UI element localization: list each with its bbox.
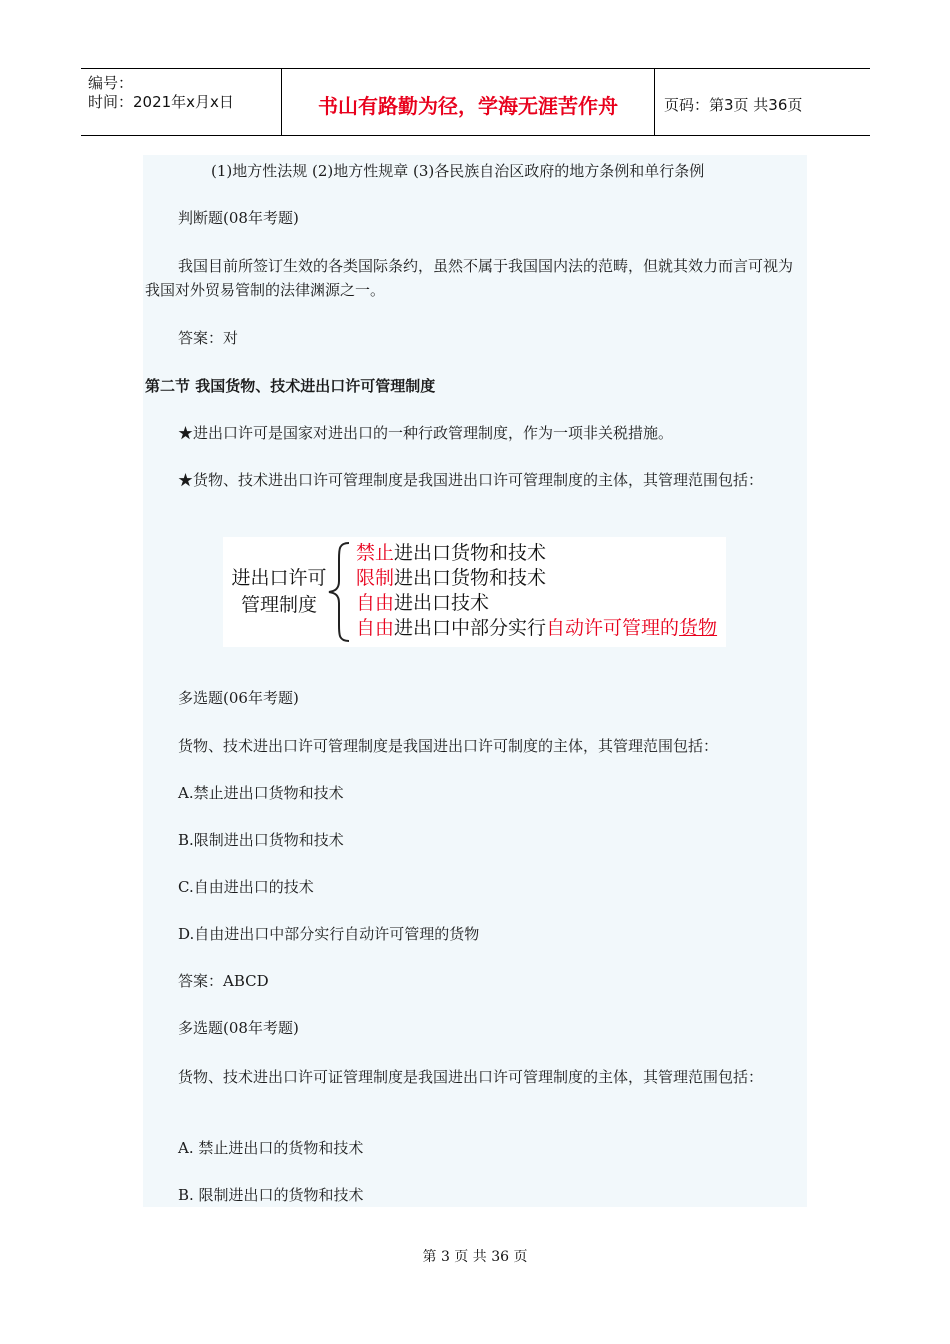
q2-option-d: D.自由进出口中部分实行自动许可管理的货物 [178, 925, 480, 943]
diagram-item4-keyword3: 货物 [679, 617, 718, 639]
q3-option-a: A. 禁止进出口的货物和技术 [178, 1139, 364, 1157]
diagram-item4-keyword: 自由 [356, 617, 395, 639]
diagram-item-free-tech [356, 591, 489, 615]
header-time-label: 时间：2021年x月x日 [88, 93, 234, 111]
header-motto: 书山有路勤为径，学海无涯苦作舟 [318, 94, 618, 118]
q2-option-c: C.自由进出口的技术 [178, 878, 314, 896]
q2-option-b: B.限制进出口货物和技术 [178, 831, 344, 849]
diagram-item2-text: 进出口货物和技术 [394, 567, 547, 589]
header-top-border [81, 68, 870, 69]
diagram-item4-text: 进出口中部分实行 [394, 617, 547, 639]
star-point-2: ★货物、技术进出口许可管理制度是我国进出口许可管理制度的主体，其管理范围包括： [178, 471, 764, 489]
q2-text: 货物、技术进出口许可管理制度是我国进出口许可制度的主体，其管理范围包括： [178, 737, 719, 755]
q1-answer: 答案：对 [178, 329, 239, 347]
sources-line: (1)地方性法规 (2)地方性规章 (3)各民族自治区政府的地方条例和单行条例 [211, 162, 705, 180]
q3-option-b: B. 限制进出口的货物和技术 [178, 1186, 364, 1204]
header-divider-2 [654, 68, 655, 136]
q2-answer: 答案：ABCD [178, 972, 269, 990]
diagram-item2-keyword: 限制 [356, 567, 395, 589]
diagram-item3-keyword: 自由 [356, 592, 395, 614]
header-page-label: 页码：第3页 共36页 [664, 96, 803, 114]
diagram-item1-keyword: 禁止 [356, 542, 395, 564]
diagram-item-restricted [356, 566, 546, 590]
diagram-item-auto-license [356, 616, 717, 640]
diagram-item4-keyword2: 自动许可管理的 [546, 617, 680, 639]
diagram-item1-text: 进出口货物和技术 [394, 542, 547, 564]
q3-type: 多选题(08年考题) [178, 1019, 299, 1037]
header-bottom-border [81, 135, 870, 136]
diagram-root-line2: 管理制度 [240, 594, 317, 616]
page-footer: 第 3 页 共 36 页 [422, 1249, 528, 1265]
diagram-root-label [231, 565, 327, 619]
q1-type: 判断题(08年考题) [178, 209, 299, 227]
section-title: 第二节 我国货物、技术进出口许可管理制度 [145, 377, 436, 395]
content-background [143, 155, 807, 1207]
scope-diagram [223, 537, 726, 647]
q2-option-a: A.禁止进出口货物和技术 [178, 784, 344, 802]
q2-type: 多选题(06年考题) [178, 689, 299, 707]
q1-text: 我国目前所签订生效的各类国际条约，虽然不属于我国国内法的范畴，但就其效力而言可视为我国对外贸易管制的法律渊源之一。 [145, 257, 794, 299]
star-point-1: ★进出口许可是国家对进出口的一种行政管理制度，作为一项非关税措施。 [178, 424, 674, 442]
diagram-item-prohibited [356, 541, 546, 565]
diagram-item3-text: 进出口技术 [394, 592, 490, 614]
brace-icon [327, 541, 353, 643]
header-number-label: 编号： [88, 74, 134, 92]
q3-text: 货物、技术进出口许可证管理制度是我国进出口许可管理制度的主体，其管理范围包括： [178, 1068, 764, 1086]
diagram-root-line1: 进出口许可 [231, 567, 327, 589]
